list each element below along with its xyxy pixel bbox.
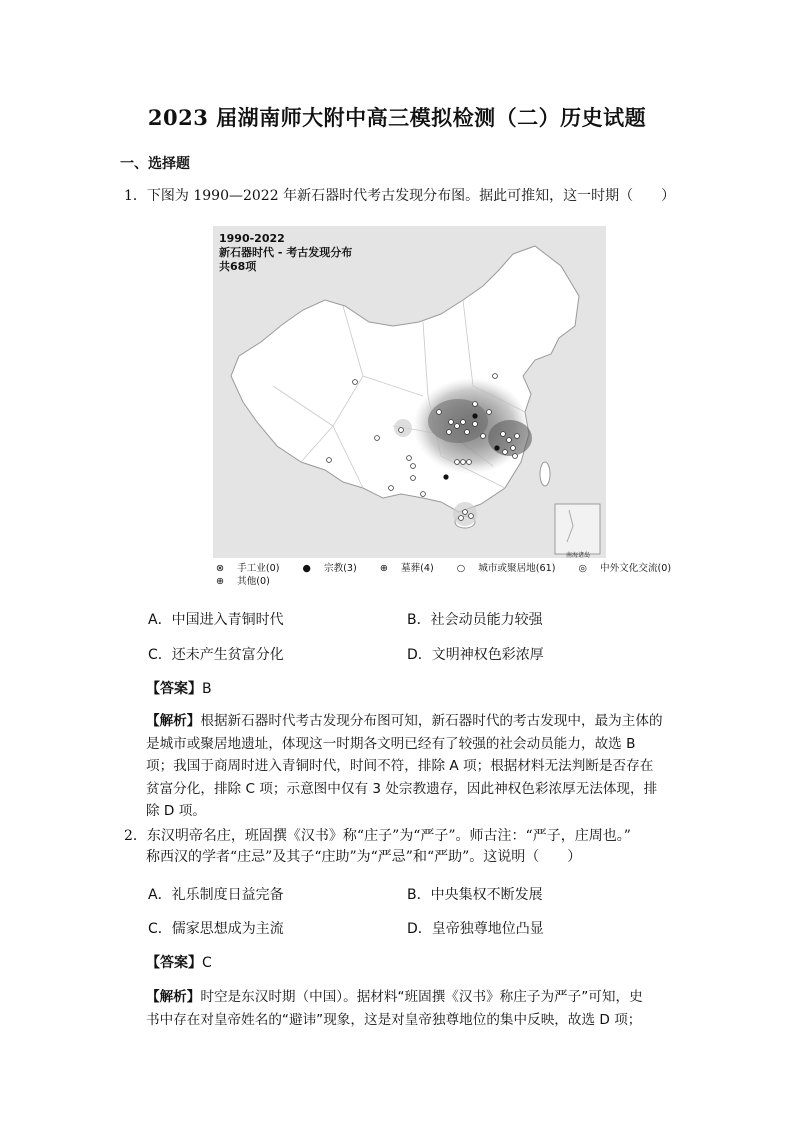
q2-answer: 【答案】C (146, 955, 212, 971)
china-outline (231, 246, 579, 512)
map-title: 1990-2022 新石器时代 - 考古发现分布 共68项 (219, 232, 353, 273)
q1-analysis: 【解析】根据新石器时代考古发现分布图可知，新石器时代的考古发现中，最为主体的 是城市或聚居地遗址，体现这一时期各文明已经有了较强的社会动员能力，故选 B 项；我国于商周时进入青铜时代，时间不符，排除 A 项；根据材料无法判断是否存在 贫富分化，排除 C 项；示意图中仅有 3 处宗教遗存，因此神权色彩浓厚无法体现，排 除 D 项。 (146, 713, 663, 819)
q2-option-b: B．中央集权不断发展 (407, 887, 543, 903)
south-china-sea-inset (555, 504, 600, 554)
q1-option-a: A．中国进入青铜时代 (148, 612, 284, 628)
question-2-stem: 2．东汉明帝名庄，班固撰《汉书》称“庄子”为“严子”。师古注：“严子，庄周也。” 称西汉的学者“庄忌”及其子“庄助”为“严忌”和“严助”。这说明（ ） (124, 828, 631, 865)
legend-other: ⊕ 其他(0) (216, 576, 270, 587)
q1-option-d: D．文明神权色彩浓厚 (407, 647, 544, 663)
q2-option-a: A．礼乐制度日益完备 (148, 887, 284, 903)
section-heading: 一、选择题 (120, 156, 190, 172)
legend-exchange: ◎ 中外文化交流(0) (578, 563, 672, 574)
inset-label: 南海诸岛 (566, 552, 591, 558)
q2-option-d: D．皇帝独尊地位凸显 (407, 921, 544, 937)
legend-burial: ⊕ 墓葬(4) (379, 563, 434, 574)
q2-analysis: 【解析】时空是东汉时期（中国）。据材料“班固撰《汉书》称庄子为严子”可知，史 书中存在对皇帝姓名的“避讳”现象，这是对皇帝独尊地位的集中反映，故选 D 项； (146, 989, 643, 1028)
archaeology-map (213, 226, 606, 558)
q1-option-b: B．社会动员能力较强 (407, 612, 543, 628)
legend-settlement: ○ 城市或聚居地(61) (456, 563, 556, 574)
legend-handicraft: ⊗ 手工业(0) (216, 563, 280, 574)
legend-religion: ● 宗教(3) (302, 563, 357, 574)
q2-option-c: C．儒家思想成为主流 (148, 921, 284, 937)
map-legend (216, 562, 691, 588)
q1-answer: 【答案】B (146, 681, 212, 697)
page-title: 2023 届湖南师大附中高三模拟检测（二）历史试题 (147, 105, 647, 130)
question-1-stem: 1．下图为 1990—2022 年新石器时代考古发现分布图。据此可推知，这一时期（ ） (124, 188, 676, 204)
china-map-graphic (213, 226, 606, 558)
q1-option-c: C．还未产生贫富分化 (148, 647, 284, 663)
taiwan-island (540, 462, 550, 486)
